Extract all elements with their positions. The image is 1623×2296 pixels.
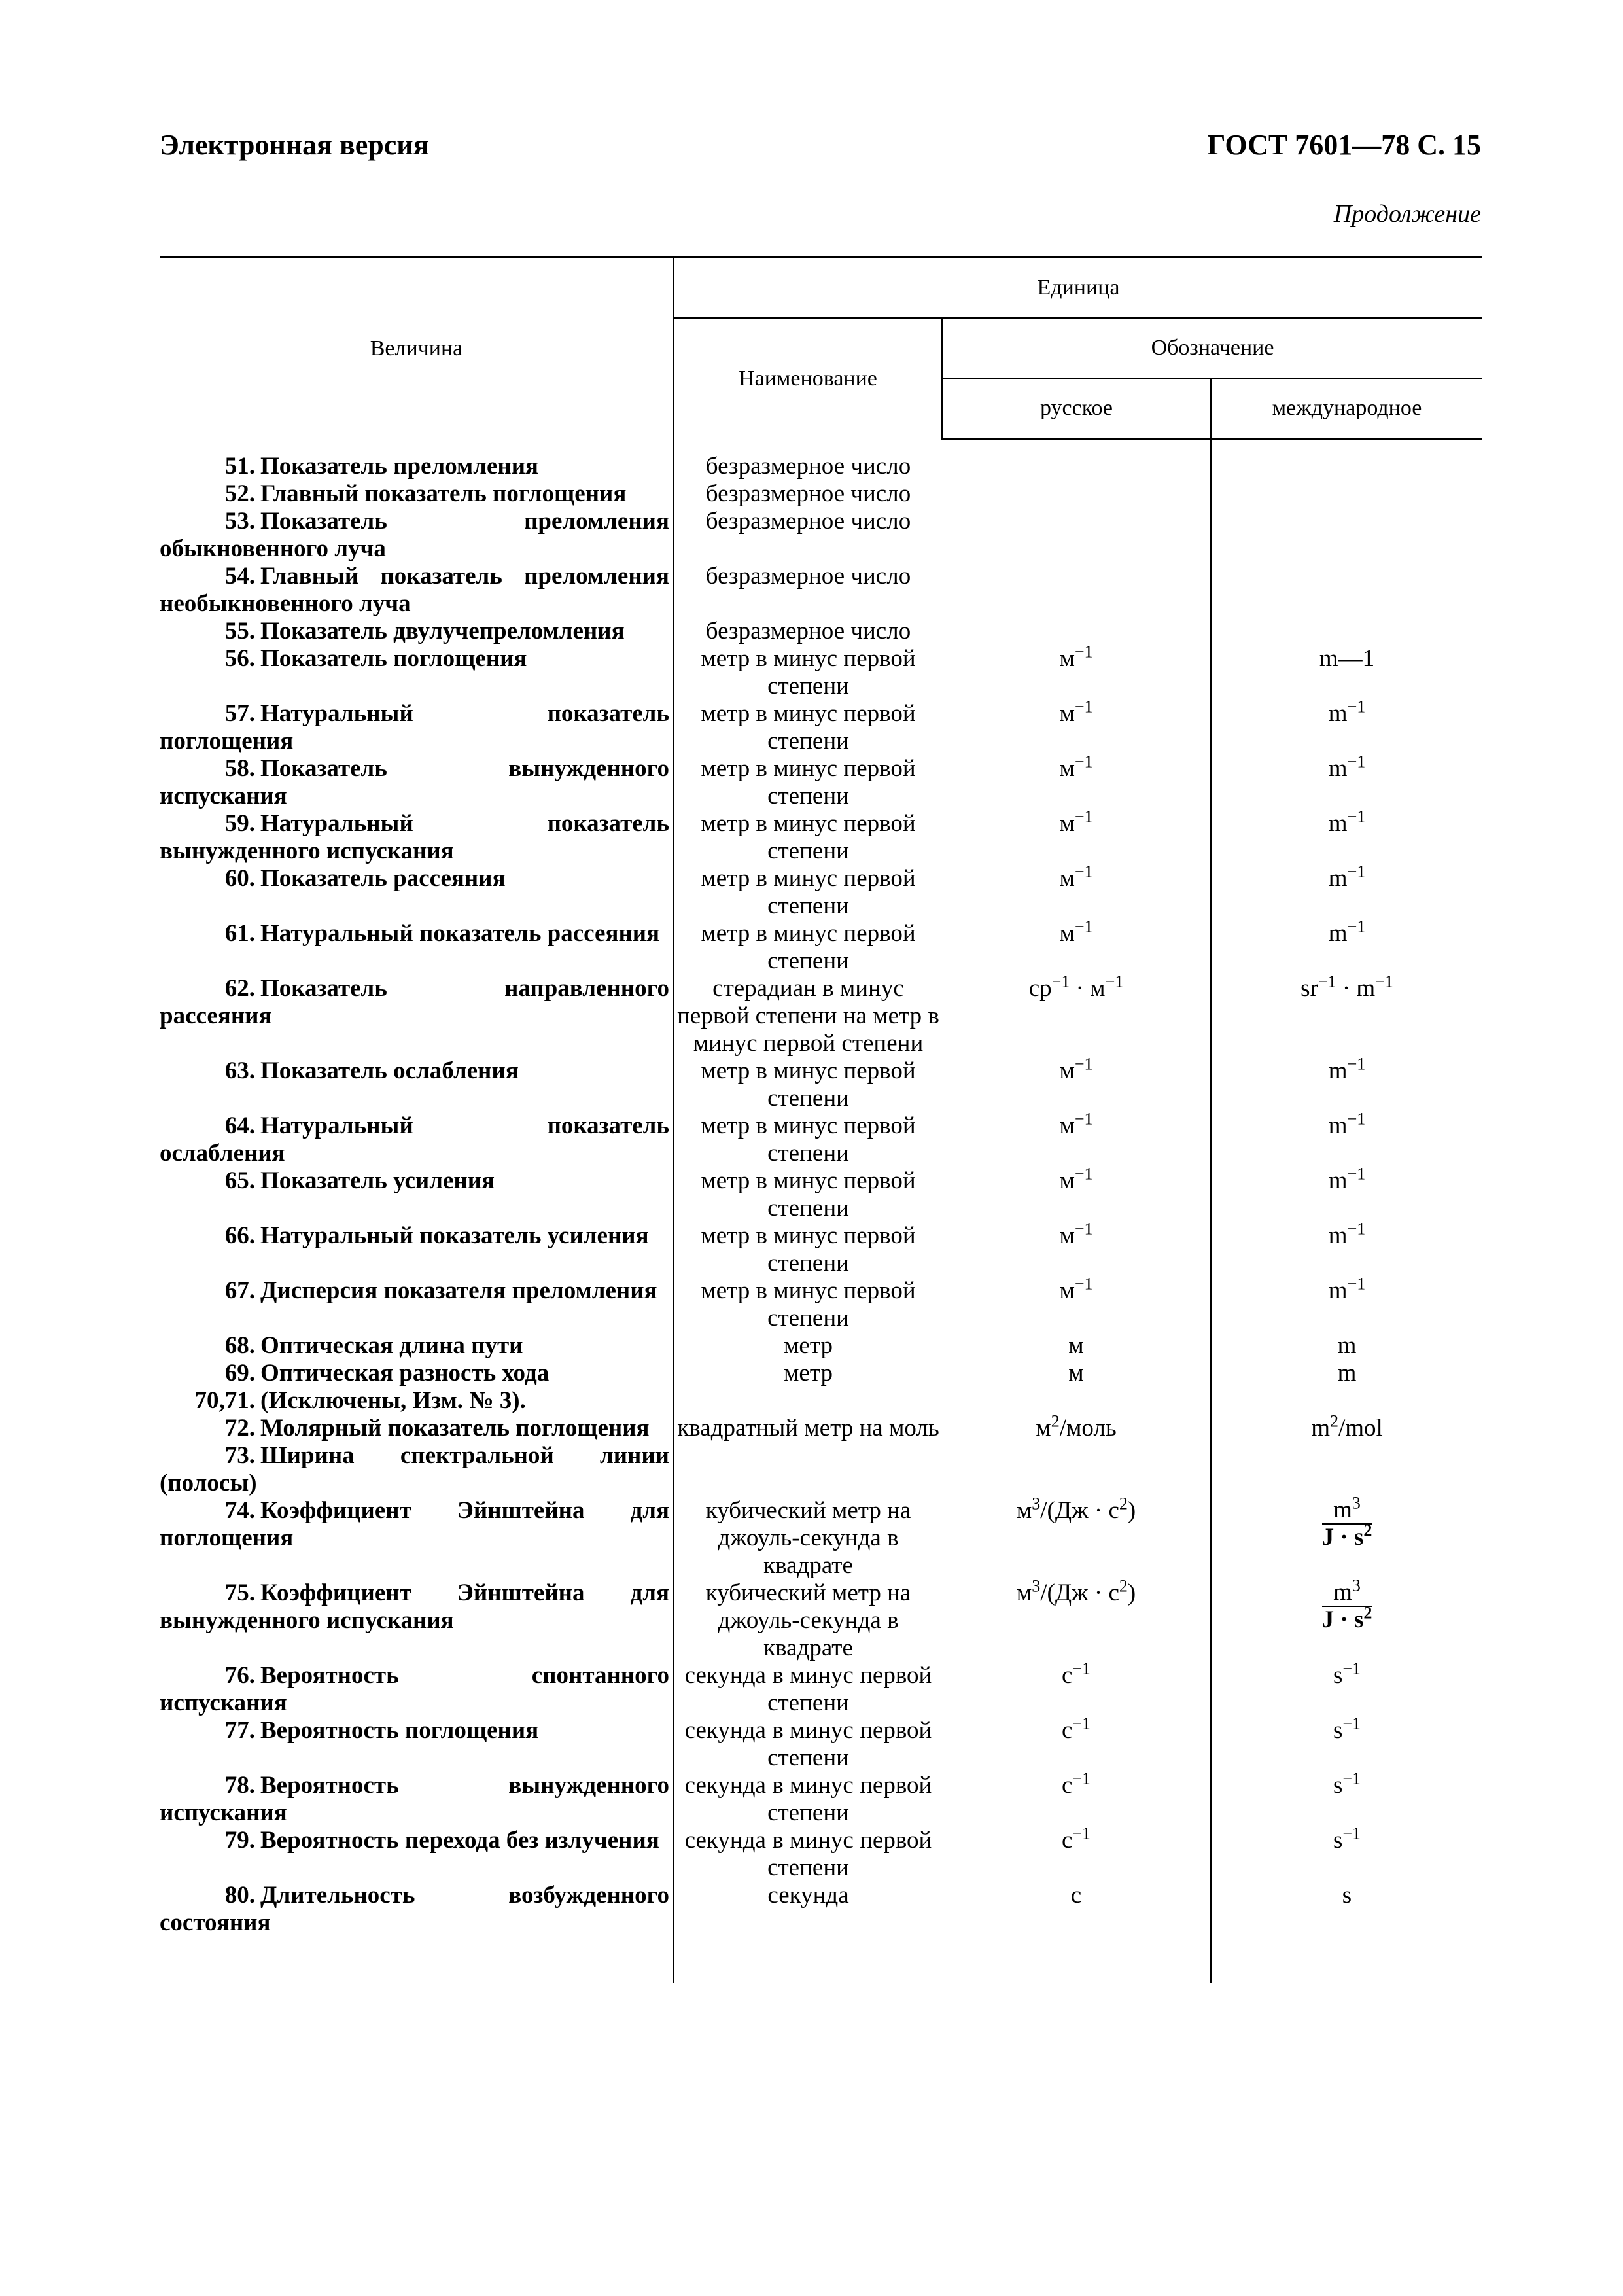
quantity-cell [160, 1222, 674, 1277]
quantity-number: 78. [224, 1772, 255, 1799]
quantity-name: Показатель преломления [260, 453, 539, 480]
table-body [160, 439, 1482, 1983]
quantity-cell [160, 645, 674, 700]
unit-name-cell: метр [674, 1360, 942, 1387]
unit-name-cell: метр в минус первой степени [674, 1167, 942, 1222]
unit-name-cell: секунда [674, 1882, 942, 1937]
unit-name-cell: секунда в минус первой степени [674, 1827, 942, 1882]
intl-fraction [1321, 1576, 1372, 1633]
quantity-cell [160, 1717, 674, 1772]
quantity-name: Оптическая длина пути [260, 1332, 523, 1359]
symbol-international-cell: s [1211, 1882, 1482, 1937]
symbol-russian-cell: $м^3/(Дж \cdot с^2)$ [1016, 1494, 1136, 1524]
quantity-cell [160, 1662, 674, 1717]
symbol-international-cell [1211, 480, 1482, 508]
quantity-cell [160, 810, 674, 865]
symbol-russian-cell: м [1068, 1360, 1084, 1386]
table-row [160, 1882, 1482, 1937]
unit-name-cell: метр в минус первой степени [674, 865, 942, 920]
symbol-russian-cell: $м^{-1}$ [1059, 752, 1093, 782]
symbol-russian-cell: $м^{-1}$ [1059, 1274, 1093, 1304]
symbol-international-cell [1211, 1387, 1482, 1415]
quantity-name: Вероятность вынужденного испускания [160, 1772, 669, 1826]
quantity-number: 69. [224, 1360, 255, 1386]
symbol-russian-cell: $м^{-1}$ [1059, 917, 1093, 947]
quantity-number: 65. [224, 1167, 255, 1194]
unit-name-cell: безразмерное число [674, 618, 942, 645]
table-row [160, 975, 1482, 1057]
symbol-international-cell: $s^{-1}$ [1211, 1827, 1482, 1882]
symbol-international-cell: $m^{-1}$ [1211, 1277, 1482, 1332]
table-row [160, 480, 1482, 508]
quantity-number: 70,71. [194, 1387, 255, 1414]
quantity-name: Главный показатель преломления необыкновенного луча [160, 563, 669, 617]
symbol-russian-cell [942, 1387, 1211, 1415]
unit-name-cell: секунда в минус первой степени [674, 1662, 942, 1717]
quantity-name: (Исключены, Изм. № 3). [260, 1387, 526, 1414]
symbol-russian-cell: $с^{-1}$ [1061, 1824, 1091, 1854]
quantity-number: 51. [224, 453, 255, 480]
col-symbol-header: Обозначение [942, 318, 1482, 378]
quantity-number: 75. [224, 1580, 255, 1606]
symbol-international-cell [1211, 1493, 1482, 1580]
symbol-international-cell: $m^{-1}$ [1211, 700, 1482, 755]
quantity-name: Длительность возбужденного состояния [160, 1882, 669, 1936]
quantity-name: Показатель усиления [260, 1167, 495, 1194]
quantity-name: Ширина спектральной линии (полосы) [160, 1442, 669, 1496]
quantity-number: 76. [224, 1662, 255, 1689]
quantity-cell [160, 1580, 674, 1662]
table-row [160, 1057, 1482, 1112]
unit-name-cell: безразмерное число [674, 508, 942, 563]
quantity-name: Показатель двулучепреломления [260, 618, 625, 645]
quantity-cell [160, 755, 674, 810]
quantity-cell [160, 1167, 674, 1222]
quantity-name: Натуральный показатель вынужденного испускания [160, 810, 669, 864]
unit-name-cell: метр в минус первой степени [674, 1112, 942, 1167]
symbol-russian-cell: $ср^{-1} \cdot м^{-1}$ [1028, 972, 1124, 1002]
quantity-number: 55. [224, 618, 255, 645]
symbol-russian-cell [942, 480, 1211, 508]
unit-name-cell: метр в минус первой степени [674, 700, 942, 755]
quantity-cell [160, 700, 674, 755]
quantity-cell [160, 1332, 674, 1360]
symbol-russian-cell: $с^{-1}$ [1061, 1769, 1091, 1799]
symbol-russian-cell [942, 1442, 1211, 1497]
unit-name-cell: безразмерное число [674, 453, 942, 480]
table-row [160, 508, 1482, 563]
quantity-name: Показатель направленного рассеяния [160, 975, 669, 1029]
unit-name-cell: метр [674, 1332, 942, 1360]
quantity-name: Главный показатель поглощения [260, 480, 627, 507]
symbol-russian-cell: $м^2$/моль [1036, 1411, 1117, 1441]
table-row [160, 1772, 1482, 1827]
quantity-cell [160, 920, 674, 975]
col-quantity-header: Величина [160, 258, 674, 439]
symbol-international-cell [1211, 563, 1482, 618]
symbol-russian-cell: $м^{-1}$ [1059, 1164, 1093, 1194]
quantity-cell [160, 865, 674, 920]
unit-name-cell: секунда в минус первой степени [674, 1717, 942, 1772]
unit-name-cell: метр в минус первой степени [674, 645, 942, 700]
quantity-name: Вероятность спонтанного испускания [160, 1662, 669, 1716]
symbol-international-cell [1211, 453, 1482, 480]
quantity-number: 57. [224, 700, 255, 727]
quantity-name: Натуральный показатель поглощения [160, 700, 669, 754]
quantity-cell [160, 1057, 674, 1112]
unit-name-cell: квадратный метр на моль [674, 1415, 942, 1442]
unit-name-cell: метр в минус первой степени [674, 1222, 942, 1277]
symbol-international-cell: $s^{-1}$ [1211, 1717, 1482, 1772]
quantity-name: Показатель поглощения [260, 645, 527, 672]
symbol-international-cell: m [1211, 1360, 1482, 1387]
table-row [160, 1415, 1482, 1442]
symbol-international-cell [1211, 508, 1482, 563]
symbol-international-cell: $m^{-1}$ [1211, 1057, 1482, 1112]
quantity-number: 68. [224, 1332, 255, 1359]
table-row [160, 1360, 1482, 1387]
table-row [160, 1112, 1482, 1167]
quantity-cell [160, 1827, 674, 1882]
table-row [160, 755, 1482, 810]
continuation-label: Продолжение [1333, 200, 1481, 228]
quantity-name: Натуральный показатель рассеяния [260, 920, 660, 947]
quantity-number: 56. [224, 645, 255, 672]
col-russian-header: русское [942, 378, 1211, 439]
unit-name-cell [674, 1387, 942, 1415]
quantity-number: 79. [224, 1827, 255, 1854]
units-table [160, 256, 1482, 1983]
unit-name-cell: метр в минус первой степени [674, 1057, 942, 1112]
symbol-russian-cell: $с^{-1}$ [1061, 1659, 1091, 1689]
header-right: ГОСТ 7601—78 С. 15 [1207, 129, 1481, 161]
unit-name-cell: кубический метр на джоуль-секунда в квадрате [674, 1580, 942, 1662]
quantity-name: Вероятность поглощения [260, 1717, 539, 1744]
symbol-russian-cell: $м^{-1}$ [1059, 862, 1093, 892]
quantity-number: 80. [224, 1882, 255, 1909]
table-row [160, 1717, 1482, 1772]
fraction-numerator: $m^3$ [1322, 1580, 1372, 1607]
quantity-name: Молярный показатель поглощения [260, 1415, 650, 1441]
col-unit-header: Единица [674, 258, 1482, 319]
fraction-numerator: $m^3$ [1322, 1497, 1372, 1525]
symbol-russian-cell: с [1070, 1882, 1082, 1909]
unit-name-cell: стерадиан в минус первой степени на метр в минус первой степени [674, 975, 942, 1057]
fraction-denominator: $J \cdot s^2$ [1321, 1603, 1372, 1633]
symbol-international-cell: $m^{-1}$ [1211, 865, 1482, 920]
table-row [160, 1222, 1482, 1277]
symbol-international-cell [1211, 618, 1482, 645]
table-row [160, 1827, 1482, 1882]
symbol-international-cell: $m^2$/mol [1211, 1415, 1482, 1442]
table-row [160, 865, 1482, 920]
table-tail [160, 1937, 1482, 1983]
symbol-international-cell: $m^{-1}$ [1211, 920, 1482, 975]
quantity-cell [160, 563, 674, 618]
quantity-cell [160, 1882, 674, 1937]
quantity-number: 67. [224, 1277, 255, 1304]
symbol-russian-cell: м [1068, 1332, 1084, 1359]
quantity-cell [160, 618, 674, 645]
symbol-russian-cell [942, 508, 1211, 563]
col-international-header: международное [1211, 378, 1482, 439]
quantity-name: Натуральный показатель усиления [260, 1222, 649, 1249]
table-row [160, 1277, 1482, 1332]
quantity-name: Дисперсия показателя преломления [260, 1277, 657, 1304]
unit-name-cell: метр в минус первой степени [674, 920, 942, 975]
table-row [160, 563, 1482, 618]
quantity-number: 72. [224, 1415, 255, 1441]
unit-name-cell: безразмерное число [674, 563, 942, 618]
table-row [160, 1332, 1482, 1360]
quantity-cell [160, 1497, 674, 1580]
table-row [160, 920, 1482, 975]
quantity-name: Показатель вынужденного испускания [160, 755, 669, 809]
quantity-number: 60. [224, 865, 255, 892]
quantity-name: Коэффициент Эйнштейна для поглощения [160, 1497, 669, 1551]
symbol-international-cell: $m^{-1}$ [1211, 1112, 1482, 1167]
table-row [160, 1387, 1482, 1415]
quantity-cell [160, 508, 674, 563]
symbol-russian-cell: $м^{-1}$ [1059, 642, 1093, 672]
symbol-russian-cell [942, 618, 1211, 645]
symbol-international-cell: $m^{-1}$ [1211, 1167, 1482, 1222]
quantity-name: Вероятность перехода без излучения [260, 1827, 659, 1854]
symbol-russian-cell [942, 563, 1211, 618]
symbol-international-cell: $s^{-1}$ [1211, 1772, 1482, 1827]
quantity-cell [160, 975, 674, 1057]
unit-name-cell: метр в минус первой степени [674, 1277, 942, 1332]
quantity-cell [160, 453, 674, 480]
quantity-number: 59. [224, 810, 255, 837]
symbol-russian-cell: $с^{-1}$ [1061, 1714, 1091, 1744]
unit-name-cell: секунда в минус первой степени [674, 1772, 942, 1827]
quantity-cell [160, 1112, 674, 1167]
symbol-international-cell: m—1 [1211, 645, 1482, 700]
table-row [160, 1662, 1482, 1717]
table-row [160, 1442, 1482, 1497]
quantity-name: Оптическая разность хода [260, 1360, 550, 1386]
symbol-international-cell [1211, 1576, 1482, 1662]
table-row [160, 810, 1482, 865]
quantity-number: 77. [224, 1717, 255, 1744]
quantity-number: 53. [224, 508, 255, 535]
unit-name-cell: метр в минус первой степени [674, 755, 942, 810]
symbol-russian-cell: $м^{-1}$ [1059, 1109, 1093, 1139]
quantity-number: 66. [224, 1222, 255, 1249]
fraction-denominator: $J \cdot s^2$ [1321, 1521, 1372, 1551]
table-row [160, 1167, 1482, 1222]
unit-name-cell: безразмерное число [674, 480, 942, 508]
quantity-name: Показатель ослабления [260, 1057, 519, 1084]
symbol-international-cell: m [1211, 1332, 1482, 1360]
quantity-number: 61. [224, 920, 255, 947]
symbol-international-cell: $m^{-1}$ [1211, 755, 1482, 810]
quantity-number: 64. [224, 1112, 255, 1139]
intl-fraction [1321, 1493, 1372, 1551]
table-row [160, 1497, 1482, 1580]
table-row [160, 645, 1482, 700]
quantity-cell [160, 1442, 674, 1497]
quantity-cell [160, 1772, 674, 1827]
quantity-cell [160, 1387, 674, 1415]
quantity-cell [160, 1277, 674, 1332]
header-left: Электронная версия [160, 129, 429, 161]
quantity-name: Натуральный показатель ослабления [160, 1112, 669, 1167]
quantity-cell [160, 480, 674, 508]
quantity-number: 63. [224, 1057, 255, 1084]
symbol-russian-cell: $м^{-1}$ [1059, 1219, 1093, 1249]
unit-name-cell [674, 1442, 942, 1497]
quantity-name: Коэффициент Эйнштейна для вынужденного испускания [160, 1580, 669, 1634]
table-row [160, 453, 1482, 480]
quantity-cell [160, 1360, 674, 1387]
quantity-number: 73. [224, 1442, 255, 1469]
quantity-number: 74. [224, 1497, 255, 1524]
table-row [160, 700, 1482, 755]
table-row [160, 618, 1482, 645]
quantity-number: 62. [224, 975, 255, 1002]
symbol-international-cell: $m^{-1}$ [1211, 810, 1482, 865]
table-row [160, 1580, 1482, 1662]
symbol-international-cell: $s^{-1}$ [1211, 1662, 1482, 1717]
symbol-international-cell: $m^{-1}$ [1211, 1222, 1482, 1277]
symbol-russian-cell [942, 453, 1211, 480]
unit-name-cell: кубический метр на джоуль-секунда в квадрате [674, 1497, 942, 1580]
quantity-number: 58. [224, 755, 255, 782]
quantity-name: Показатель преломления обыкновенного луча [160, 508, 669, 562]
quantity-name: Показатель рассеяния [260, 865, 506, 892]
symbol-international-cell [1211, 1442, 1482, 1497]
symbol-russian-cell: $м^{-1}$ [1059, 697, 1093, 727]
symbol-russian-cell: $м^3/(Дж \cdot с^2)$ [1016, 1576, 1136, 1606]
quantity-number: 54. [224, 563, 255, 590]
unit-name-cell: метр в минус первой степени [674, 810, 942, 865]
quantity-cell [160, 1415, 674, 1442]
symbol-russian-cell: $м^{-1}$ [1059, 807, 1093, 837]
col-name-header: Наименование [674, 318, 942, 439]
quantity-number: 52. [224, 480, 255, 507]
symbol-international-cell: $sr^{-1} \cdot m^{-1}$ [1211, 975, 1482, 1057]
symbol-russian-cell: $м^{-1}$ [1059, 1054, 1093, 1084]
